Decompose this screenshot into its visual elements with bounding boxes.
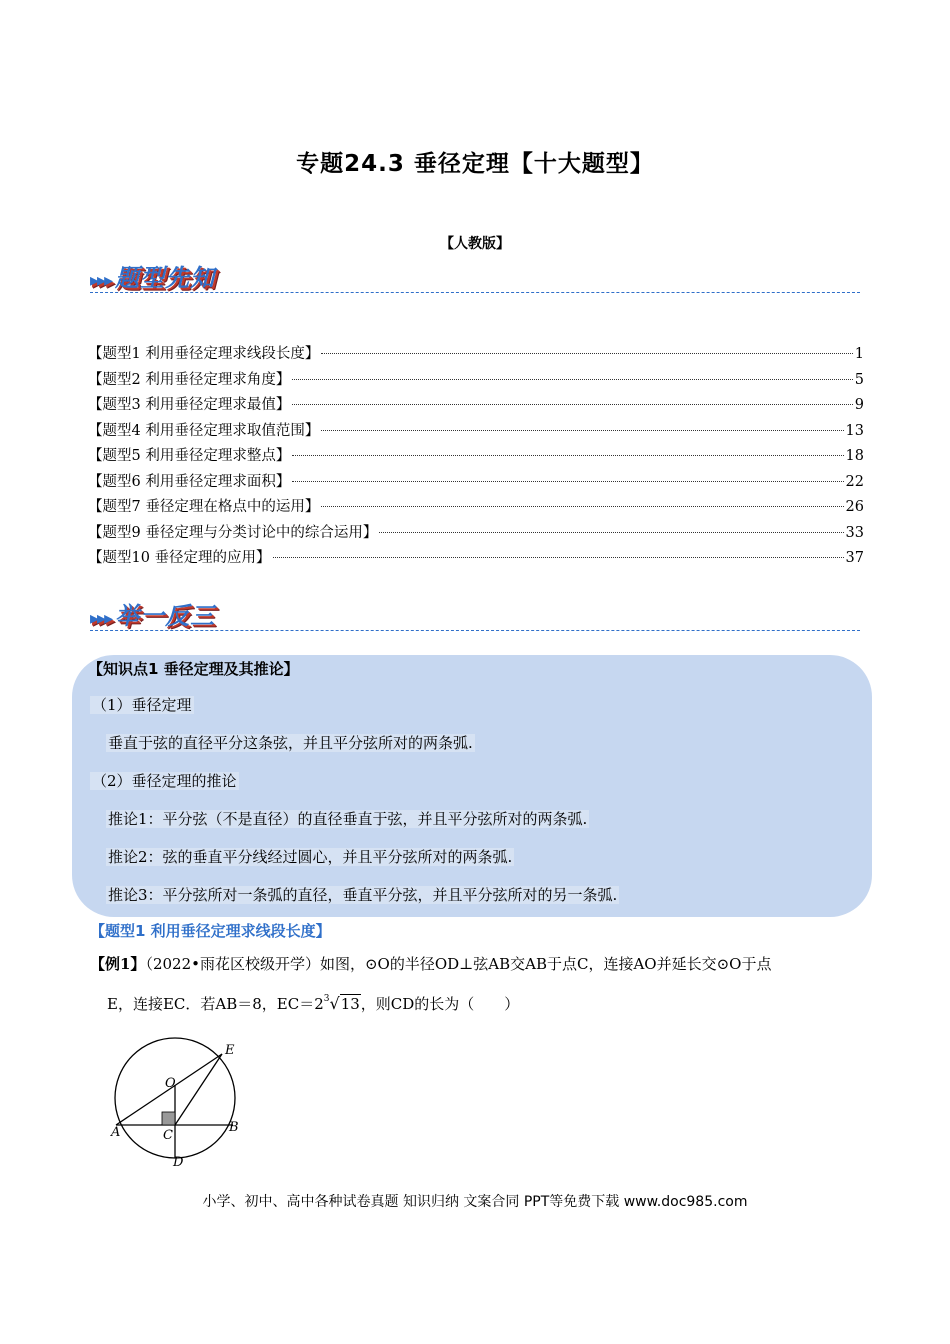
banner-text: 举一反三	[115, 602, 216, 630]
toc-item-label: 【题型3 利用垂径定理求最值】	[88, 397, 291, 413]
label-o: O	[165, 1076, 176, 1091]
toc-item[interactable]	[88, 393, 864, 419]
label-a: A	[111, 1125, 121, 1140]
toc-item[interactable]	[88, 444, 864, 470]
toc-item-label: 【题型7 垂径定理在格点中的运用】	[88, 499, 320, 515]
label-e: E	[225, 1043, 235, 1058]
table-of-contents	[88, 342, 864, 572]
toc-item[interactable]	[88, 546, 864, 572]
toc-leader-dots	[292, 404, 852, 405]
toc-item-page: 18	[845, 448, 864, 464]
toc-leader-dots	[292, 455, 843, 456]
toc-leader-dots	[292, 379, 852, 380]
circle-figure	[105, 1035, 255, 1170]
toc-leader-dots	[273, 557, 844, 558]
corollary-3: 推论3：平分弦所对一条弧的直径，垂直平分弦，并且平分弦所对的另一条弧.	[108, 886, 618, 904]
toc-leader-dots	[379, 532, 843, 533]
toc-item-label: 【题型10 垂径定理的应用】	[88, 550, 271, 566]
toc-item[interactable]	[88, 368, 864, 394]
toc-item-label: 【题型1 利用垂径定理求线段长度】	[88, 346, 320, 362]
divider	[90, 292, 860, 293]
toc-item[interactable]	[88, 521, 864, 547]
example-source: （2022•雨花区校级开学）	[145, 955, 320, 973]
label-b: B	[229, 1120, 239, 1135]
example-label: 【例1】	[90, 955, 146, 973]
toc-item-label: 【题型6 利用垂径定理求面积】	[88, 473, 291, 490]
toc-item[interactable]	[88, 419, 864, 445]
toc-item-label: 【题型5 利用垂径定理求整点】	[88, 448, 291, 464]
toc-item-page: 5	[854, 371, 864, 388]
toc-item-page: 13	[845, 422, 864, 439]
toc-item[interactable]	[88, 495, 864, 521]
toc-item-label: 【题型9 垂径定理与分类讨论中的综合运用】	[88, 524, 378, 541]
knowledge-title: 【知识点1 垂径定理及其推论】	[88, 660, 299, 678]
corollary-2: 推论2：弦的垂直平分线经过圆心，并且平分弦所对的两条弧.	[108, 848, 513, 866]
example-line-1	[90, 946, 865, 982]
toc-leader-dots	[292, 481, 843, 482]
banner-overview	[90, 258, 215, 292]
type1-heading: 【题型1 利用垂径定理求线段长度】	[90, 922, 331, 940]
toc-item-page: 26	[845, 499, 864, 515]
section-heading: （1）垂径定理	[92, 696, 192, 714]
banner-arrows-icon: ▸▸▸	[90, 270, 112, 291]
toc-item-page: 22	[845, 473, 864, 490]
toc-item[interactable]	[88, 342, 864, 368]
label-c: C	[163, 1128, 173, 1143]
page-title: 专题24.3 垂径定理【十大题型】	[296, 151, 654, 177]
corollary-1: 推论1：平分弦（不是直径）的直径垂直于弦，并且平分弦所对的两条弧.	[108, 810, 588, 828]
toc-item-label: 【题型2 利用垂径定理求角度】	[88, 371, 291, 388]
toc-leader-dots	[321, 353, 852, 354]
example-line-2: E，连接EC．若AB＝8，$EC=2^3√13$，则CD的长为（ ）	[107, 983, 882, 1022]
toc-item[interactable]	[88, 470, 864, 496]
section-heading: （2）垂径定理的推论	[92, 772, 237, 790]
segment-ec	[175, 1054, 222, 1125]
label-d: D	[173, 1155, 184, 1170]
example-text: 如图，⊙O的半径OD⊥弦AB交AB于点C，连接AO并延长交⊙O于点	[319, 955, 772, 973]
toc-leader-dots	[321, 430, 843, 431]
edition-label: 【人教版】	[440, 236, 510, 252]
right-angle-mark	[162, 1112, 175, 1125]
toc-item-page: 9	[854, 397, 864, 413]
divider	[90, 630, 860, 631]
toc-item-page: 1	[854, 346, 864, 362]
toc-item-page: 37	[845, 550, 864, 566]
toc-leader-dots	[321, 506, 843, 507]
cube-root: $^3$√13	[323, 994, 360, 1013]
footer: 小学、初中、高中各种试卷真题 知识归纳 文案合同 PPT等免费下载 www.doc985.com	[202, 1194, 748, 1210]
banner-arrows-icon: ▸▸▸	[90, 608, 112, 629]
knowledge-box	[72, 655, 872, 917]
toc-item-label: 【题型4 利用垂径定理求取值范围】	[88, 422, 320, 439]
theorem-text: 垂直于弦的直径平分这条弦，并且平分弦所对的两条弧.	[108, 734, 473, 752]
toc-item-page: 33	[845, 524, 864, 541]
banner-text: 题型先知	[115, 264, 216, 292]
banner-practice	[90, 596, 215, 630]
